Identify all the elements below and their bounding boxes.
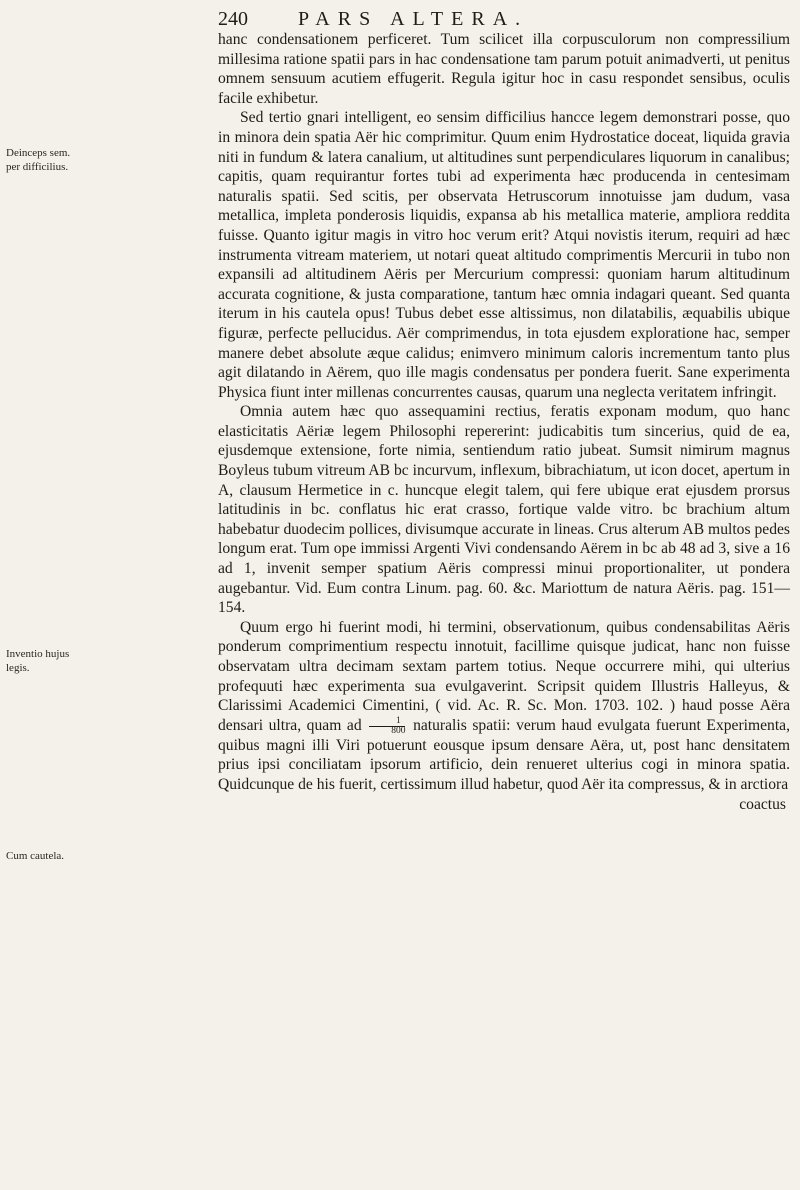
main-text	[218, 30, 790, 815]
paragraph-1: hanc condensationem perficeret. Tum scilicet illa corpusculorum non compressilium millesima ratione spatii pars in hac condensatione tam parum potuit animadverti, ut penitus omnem sensuum acutiem effugerit. Regula igitur hoc in casu respondet sensibus, oculis facile exhibetur.	[218, 31, 790, 107]
fraction	[369, 717, 405, 736]
margin-note-2: Inventio hujus legis.	[6, 648, 70, 674]
page-number: 240	[218, 8, 248, 30]
margin-note-3: Cum cautela.	[6, 850, 65, 862]
fraction-denominator: 800	[391, 725, 406, 736]
margin-note-1: Deinceps sem. per difficilius.	[6, 147, 71, 173]
paragraph-4	[218, 618, 790, 795]
running-title: PARS ALTERA.	[298, 8, 529, 30]
paragraph-4-continued: naturalis spatii: verum haud evulgata fuerunt Experimenta, quibus magni illi Viri potuerunt eousque ipsum densare Aëra, ut, post hanc densitatem prius ipsi conciliatam ipsorum artificio, dein renueret ulterius cogi in minora spatia. Quidcunque de his fuerit, certissimum illud habetur, quod Aër ita compressus, & in arctiora	[218, 716, 790, 793]
paragraph-4-text: Quum ergo hi fuerint modi, hi termini, observationum, quibus condensabilitas Aëris ponderum comprimentium respectu innotuit, facillime quisque judicat, hanc non fuisse observatam ultra decimam sextam partem totius. Neque occurrere mihi, qui ulterius profequuti hæc experimenta sua evulgaverint. Scripsit quidem Illustris Halleyus, & Clarissimi Academici Cimentini, ( vid. Ac. R. Sc. Mon. 1703. 102. ) haud posse Aëra densari ultra, quam ad	[218, 618, 790, 734]
paragraph-2: Sed tertio gnari intelligent, eo sensim difficilius hancce legem demonstrari posse, quo in minora dein spatia Aër hic comprimitur. Quum enim Hydrostatice doceat, liquida gravia niti in fundum & latera canalium, ut altitudines sunt perpendiculares liquorum in canalibus; capitis, quam requirantur fortes tubi ad experimenta hæc producenda in centesimam naturalis spatii. Sed scitis, per observata Hetruscorum innotuisse jam dudum, vasa metallica, impleta ponderosis liquidis, expansa ab his metallica materie, ampliora reddita fuisse. Quanto igitur magis in vitro hoc verum erit? Atqui novistis iterum, requiri ad hæc instrumenta vitream materiem, ut notari queat altitudo comprimentis Mercurii in tubo non expansili ad altitudinem Aëris per Mercurium compressi: quoniam harum altitudinum accurata cognitione, & justa comparatione, tantum hæc omnia indagari queant. Sed quanta iterum in his cautela opus! Tubus debet esse altissimus, non dilatabilis, æquabilis ubique figuræ, perfecte pellucidus. Aër comprimendus, in tota ejusdem exploratione hac, semper manere debet absolute æque calidus; enimvero minimum caloris incrementum tanto plus agit dilatando in Aërem, quo ille magis condensatus per pondera fuerit. Sane experimenta Physica fiunt inter millenas concurrentes causas, quarum una neglecta veritatem infringit.	[218, 109, 790, 401]
paragraph-3: Omnia autem hæc quo assequamini rectius, feratis exponam modum, quo hanc elasticitatis Aëriæ legem Philosophi repererint: judicabitis tum sincerius, quid de ea, ejusdemque extensione, forte nimia, sentiendum ratio jubeat. Sumsit nimirum magnus Boyleus tubum vitreum AB bc incurvum, inflexum, bibrachiatum, ut icon docet, apertum in A, clausum Hermetice in c. huncque elegit talem, qui fere ubique erat ejusdem prorsus latitudinis in bc. conflatus hic erat crasso, fortique valde vitro. bc brachium altum habebatur duodecim pollices, divisumque accurate in lineas. Crus alterum AB multos pedes longum erat. Tum ope immissi Argenti Vivi condensando Aërem in bc ab 48 ad 3, sive a 16 ad 1, invenit semper spatium Aëris compressi minui proportionaliter, ut pondera augebantur. Vid. Eum contra Linum. pag. 60. &c. Mariottum de natura Aëris. pag. 151—154.	[218, 403, 790, 617]
fraction-numerator: 1	[369, 717, 405, 727]
running-header	[218, 6, 778, 32]
catchword: coactus	[739, 796, 786, 814]
